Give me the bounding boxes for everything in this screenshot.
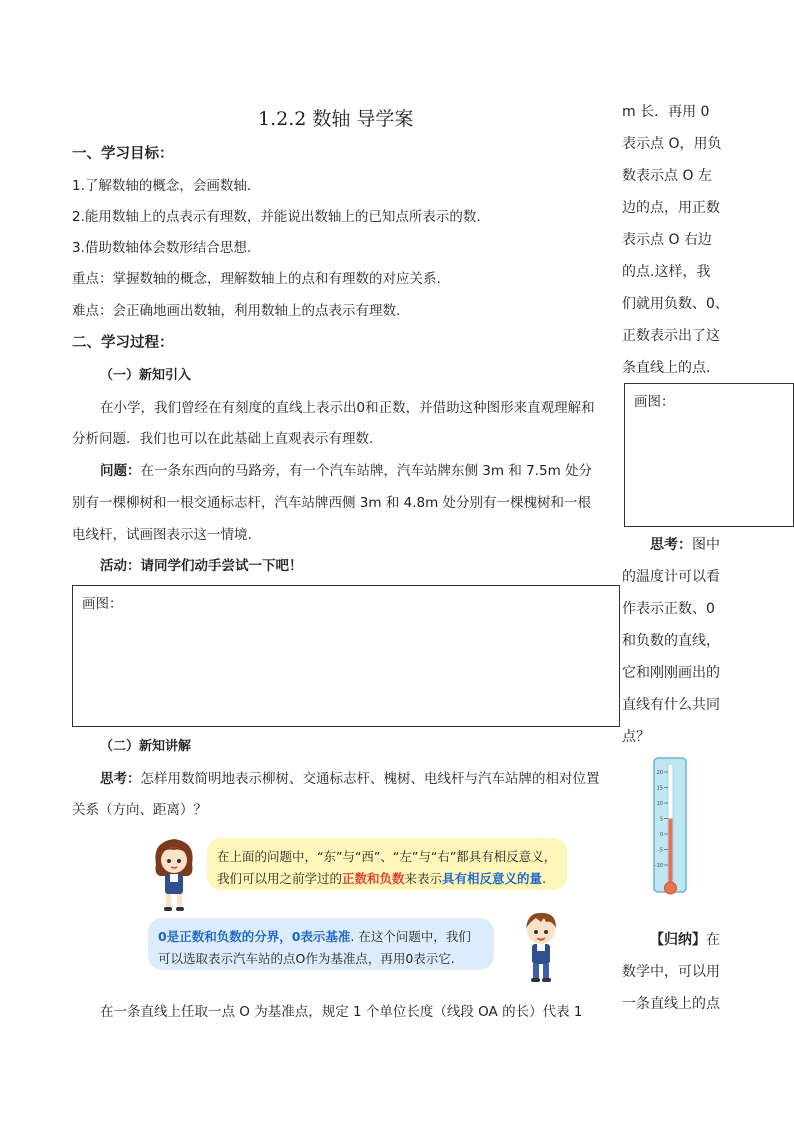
thermometer-illustration bbox=[650, 756, 690, 906]
problem-text-1: 在一条东西向的马路旁，有一个汽车站牌，汽车站牌东侧 3m 和 7.5m 处分 bbox=[140, 463, 593, 479]
bubble2-line-1 bbox=[158, 926, 484, 948]
sidebar-summary-label: 【归纳】 bbox=[650, 932, 706, 948]
thermometer-tick-label: 0 bbox=[659, 832, 663, 838]
sidebar-think-line: 作表示正数、0 bbox=[622, 601, 715, 617]
thermometer-tick-label: 10 bbox=[656, 801, 663, 807]
sidebar-think-label: 思考： bbox=[650, 537, 692, 553]
sidebar-summary-line: 数学中，可以用 bbox=[622, 964, 720, 980]
girl-character-illustration bbox=[148, 834, 200, 914]
sidebar-line: 边的点，用正数 bbox=[622, 200, 720, 216]
activity-text: 请同学们动手尝试一下吧！ bbox=[140, 558, 303, 574]
sidebar-drawing-area[interactable] bbox=[624, 383, 794, 527]
goal-1: 1.了解数轴的概念，会画数轴. bbox=[72, 178, 252, 194]
bubble2-text-b: . 在这个问题中，我们 bbox=[350, 929, 471, 944]
sidebar-line: 数表示点 O 左 bbox=[622, 168, 712, 184]
sidebar-line: 表示点 O，用负 bbox=[622, 136, 722, 152]
sidebar-think-line: 和负数的直线， bbox=[622, 633, 720, 649]
sidebar-line: 条直线上的点. bbox=[622, 360, 711, 376]
drawing-area-label: 画图： bbox=[82, 596, 123, 612]
sidebar-think-line: 的温度计可以看 bbox=[622, 569, 720, 585]
sidebar-think-first-line bbox=[622, 529, 792, 561]
sidebar-think-line: 它和刚刚画出的 bbox=[622, 665, 720, 681]
bubble1-text-e: . bbox=[542, 871, 547, 886]
sidebar-line: 表示点 O 右边 bbox=[622, 232, 712, 248]
speech-bubble-boy bbox=[148, 918, 494, 970]
sidebar-think bbox=[622, 529, 792, 753]
bubble1-text-c: 来表示 bbox=[404, 871, 443, 886]
problem-line-1 bbox=[100, 461, 592, 481]
bubble1-highlight-positive-negative: 正数和负数 bbox=[342, 871, 405, 886]
bubble1-line-2 bbox=[217, 868, 557, 890]
key-point: 重点：掌握数轴的概念，理解数轴上的点和有理数的对应关系. bbox=[72, 271, 441, 287]
problem-line-3: 电线杆，试画图表示这一情境. bbox=[72, 527, 252, 543]
part1-heading: （一）新知引入 bbox=[100, 368, 192, 383]
sidebar-think-line: 直线有什么共同 bbox=[622, 697, 720, 713]
drawing-area[interactable] bbox=[72, 585, 620, 727]
think-text-1: 怎样用数简明地表示柳树、交通标志杆、槐树、电线杆与汽车站牌的相对位置 bbox=[140, 771, 600, 787]
activity-label: 活动： bbox=[100, 558, 141, 574]
goal-3: 3.借助数轴体会数形结合思想. bbox=[72, 240, 252, 256]
bubble2-highlight-zero-baseline: 0是正数和负数的分界，0表示基准 bbox=[158, 929, 351, 944]
section1-heading: 一、学习目标： bbox=[72, 146, 174, 162]
section2-heading: 二、学习过程： bbox=[72, 335, 174, 351]
think-label: 思考： bbox=[100, 771, 141, 787]
sidebar-text-top bbox=[622, 96, 792, 384]
activity-line bbox=[100, 556, 303, 576]
sidebar-line: m 长．再用 0 bbox=[622, 104, 710, 120]
bubble1-line-1: 在上面的问题中，“东”与“西”、“左”与“右”都具有相反意义， bbox=[217, 849, 557, 864]
thermometer-tick-label: 20 bbox=[656, 770, 663, 776]
intro-line-2: 分析问题．我们也可以在此基础上直观表示有理数. bbox=[72, 431, 374, 447]
thermometer-tick-label: -5 bbox=[658, 847, 663, 854]
speech-bubble-girl bbox=[207, 838, 567, 890]
sidebar-summary bbox=[622, 924, 792, 1020]
page-title: 1.2.2 数轴 导学案 bbox=[258, 108, 414, 130]
boy-character-illustration bbox=[516, 906, 566, 986]
bubble2-line-2: 可以选取表示汽车站的点O作为基准点，再用0表示它. bbox=[158, 951, 455, 966]
number-line-definition: 在一条直线上任取一点 O 为基准点，规定 1 个单位长度（线段 OA 的长）代表 1 bbox=[100, 1004, 583, 1020]
think-line-1 bbox=[100, 769, 600, 789]
sidebar-line: 们就用负数、0、 bbox=[622, 296, 729, 312]
bubble1-text-a: 我们可以用之前学过的 bbox=[217, 871, 343, 886]
sidebar-line: 的点.这样，我 bbox=[622, 264, 711, 280]
sidebar-think-line: 图中 bbox=[692, 537, 720, 553]
sidebar-summary-first-line bbox=[622, 924, 792, 956]
sidebar-line: 正数表示出了这 bbox=[622, 328, 720, 344]
intro-line-1: 在小学，我们曾经在有刻度的直线上表示出0和正数，并借助这种图形来直观理解和 bbox=[100, 400, 595, 416]
thermometer-tick-label: 15 bbox=[656, 785, 663, 792]
goal-2: 2.能用数轴上的点表示有理数，并能说出数轴上的已知点所表示的数. bbox=[72, 209, 481, 225]
bubble1-highlight-opposite-quantity: 具有相反意义的量 bbox=[442, 871, 543, 886]
part2-heading: （二）新知讲解 bbox=[100, 739, 192, 754]
sidebar-drawing-area-label: 画图： bbox=[634, 394, 675, 410]
sidebar-think-line: 点？ bbox=[622, 729, 650, 745]
difficult-point: 难点：会正确地画出数轴，利用数轴上的点表示有理数. bbox=[72, 303, 401, 319]
sidebar-summary-line: 在 bbox=[706, 932, 720, 948]
problem-line-2: 别有一棵柳树和一根交通标志杆，汽车站牌西侧 3m 和 4.8m 处分别有一棵槐树和一根 bbox=[72, 495, 592, 511]
thermometer-tick-label: -10 bbox=[654, 863, 663, 869]
thermometer-tick-label: 5 bbox=[659, 816, 663, 823]
sidebar-summary-line: 一条直线上的点 bbox=[622, 996, 720, 1012]
think-line-2: 关系（方向、距离）？ bbox=[72, 802, 207, 818]
problem-label: 问题： bbox=[100, 463, 141, 479]
